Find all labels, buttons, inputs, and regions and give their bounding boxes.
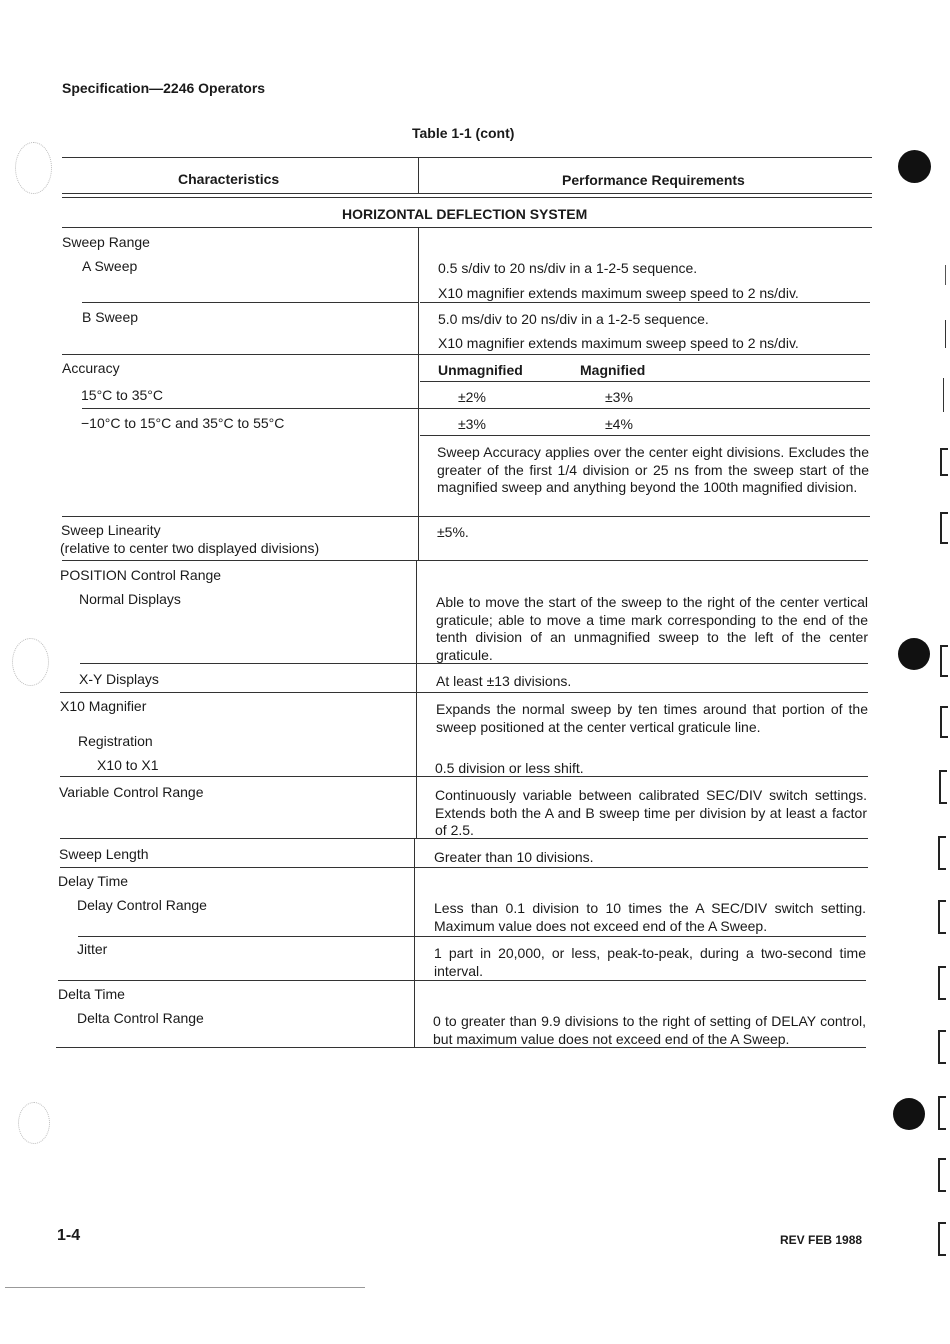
temp-1-magnified: ±3% <box>605 389 633 405</box>
row-rule <box>420 435 870 436</box>
b-sweep-req-2: X10 magnifier extends maximum sweep speed to 2 ns/div. <box>438 335 799 351</box>
binder-ring-icon <box>940 512 948 544</box>
xy-displays-label: X-Y Displays <box>79 671 159 687</box>
delay-control-range-req: Less than 0.1 division to 10 times the A SEC/DIV switch setting. Maximum value does not exceed end of the A Sweep. <box>434 900 866 934</box>
binder-ring-icon <box>938 1222 946 1256</box>
variable-control-range-label: Variable Control Range <box>59 784 204 800</box>
temp-2-magnified: ±4% <box>605 416 633 432</box>
punch-hole-icon <box>898 638 930 670</box>
binder-ring-icon <box>939 770 947 804</box>
sweep-linearity-label: Sweep Linearity <box>61 522 161 538</box>
delta-control-range-label: Delta Control Range <box>77 1010 204 1026</box>
sweep-linearity-sub: (relative to center two displayed divisions) <box>60 540 320 556</box>
registration-label: Registration <box>78 733 153 749</box>
row-rule <box>78 936 866 937</box>
row-rule <box>62 516 870 517</box>
column-divider-upper <box>418 227 419 560</box>
x10-to-x1-label: X10 to X1 <box>97 757 159 773</box>
binder-ring-icon <box>940 448 948 476</box>
table-caption: Table 1-1 (cont) <box>412 125 515 141</box>
row-rule <box>60 867 868 868</box>
punch-hole-icon <box>898 150 931 183</box>
magnified-header: Magnified <box>580 362 646 378</box>
delta-time-label: Delta Time <box>58 986 125 1002</box>
faint-hole-mark-icon <box>15 142 52 194</box>
x10-magnifier-label: X10 Magnifier <box>60 698 147 714</box>
binder-mark-icon <box>945 320 946 348</box>
binder-ring-icon <box>938 836 946 870</box>
sweep-linearity-req: ±5%. <box>437 524 469 540</box>
binder-ring-icon <box>940 706 948 738</box>
page-number: 1-4 <box>57 1227 81 1244</box>
revision-date: REV FEB 1988 <box>780 1233 863 1247</box>
accuracy-note: Sweep Accuracy applies over the center eight divisions. Excludes the greater of the first 1/4 division or 25 ns from the sweep start of the magnified sweep and anything beyond the 100th magnified division. <box>437 444 869 495</box>
punch-hole-icon <box>893 1098 925 1130</box>
sweep-length-label: Sweep Length <box>59 846 149 862</box>
column-divider-lower <box>414 838 415 1048</box>
b-sweep-req-1: 5.0 ms/div to 20 ns/div in a 1-2-5 sequence. <box>438 311 709 327</box>
page-header: Specification—2246 Operators <box>62 80 266 96</box>
unmagnified-header: Unmagnified <box>438 362 523 378</box>
column-divider-middle <box>416 560 417 838</box>
header-performance: Performance Requirements <box>562 172 745 188</box>
header-rule-1 <box>62 193 872 194</box>
binder-ring-icon <box>938 1030 946 1064</box>
table-top-rule <box>62 157 872 158</box>
faint-hole-mark-icon <box>12 638 49 686</box>
header-divider <box>418 157 419 193</box>
temp-2-unmagnified: ±3% <box>458 416 486 432</box>
x10-magnifier-req: Expands the normal sweep by ten times around that portion of the sweep positioned at the center vertical graticule line. <box>436 701 868 735</box>
bottom-scan-edge <box>5 1287 365 1288</box>
binder-mark-icon <box>943 378 944 412</box>
temp-range-1: 15°C to 35°C <box>81 387 164 403</box>
binder-ring-icon <box>938 1096 946 1130</box>
accuracy-label: Accuracy <box>62 360 120 376</box>
a-sweep-req-1: 0.5 s/div to 20 ns/div in a 1-2-5 sequence. <box>438 260 698 276</box>
header-characteristics: Characteristics <box>178 171 280 187</box>
row-rule <box>60 692 868 693</box>
temp-range-2: −10°C to 15°C and 35°C to 55°C <box>81 415 285 431</box>
a-sweep-label: A Sweep <box>82 258 138 274</box>
delay-control-range-label: Delay Control Range <box>77 897 207 913</box>
jitter-label: Jitter <box>77 941 108 957</box>
section-rule <box>62 227 872 228</box>
binder-ring-icon <box>938 900 946 934</box>
row-rule <box>420 302 870 303</box>
sweep-range-label: Sweep Range <box>62 234 150 250</box>
row-rule <box>420 381 870 382</box>
sweep-length-req: Greater than 10 divisions. <box>434 849 594 865</box>
jitter-req: 1 part in 20,000, or less, peak-to-peak, during a two-second time interval. <box>434 945 866 979</box>
normal-displays-label: Normal Displays <box>79 591 181 607</box>
xy-displays-req: At least ±13 divisions. <box>436 673 572 689</box>
row-rule <box>62 354 870 355</box>
b-sweep-label: B Sweep <box>82 309 139 325</box>
binder-ring-icon <box>940 645 948 677</box>
row-rule <box>82 408 870 409</box>
position-control-range-label: POSITION Control Range <box>60 567 222 583</box>
a-sweep-req-2: X10 magnifier extends maximum sweep speed to 2 ns/div. <box>438 285 799 301</box>
variable-control-range-req: Continuously variable between calibrated SEC/DIV switch settings. Extends both the A and B sweep time per division by at least a factor of 2.5. <box>435 787 867 838</box>
row-rule <box>62 560 868 561</box>
normal-displays-req: Able to move the start of the sweep to the right of the center vertical graticule; able to move a time mark corresponding to the end of the tenth division of an unmagnified sweep to the left of the center graticule. <box>436 594 868 663</box>
section-title: HORIZONTAL DEFLECTION SYSTEM <box>342 206 588 222</box>
header-rule-2 <box>62 197 872 198</box>
binder-ring-icon <box>938 1158 946 1192</box>
delay-time-label: Delay Time <box>58 873 129 889</box>
x10-to-x1-req: 0.5 division or less shift. <box>435 760 584 776</box>
temp-1-unmagnified: ±2% <box>458 389 486 405</box>
binder-mark-icon <box>945 265 946 285</box>
binder-ring-icon <box>938 966 946 1000</box>
delta-control-range-req: 0 to greater than 9.9 divisions to the right of setting of DELAY control, but maximum value does not exceed end of the A Sweep. <box>433 1013 866 1047</box>
row-rule <box>82 302 418 303</box>
row-rule <box>58 980 866 981</box>
faint-hole-mark-icon <box>18 1102 50 1144</box>
